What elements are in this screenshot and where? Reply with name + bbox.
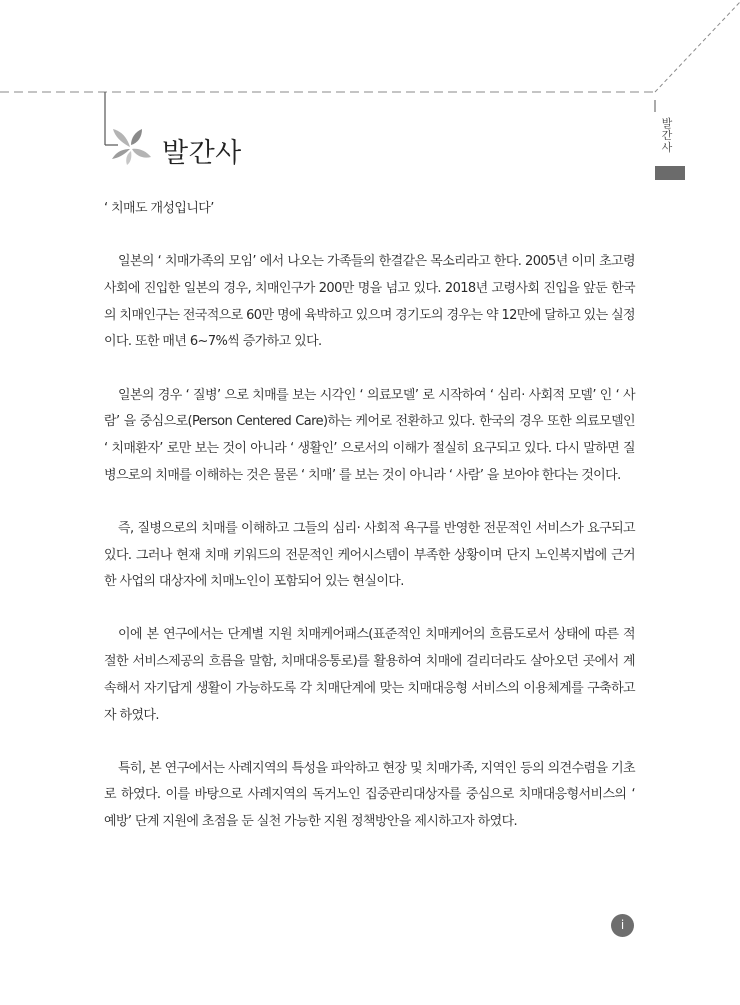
page-title: 발간사: [162, 138, 242, 169]
paragraph-3: 즉, 질병으로의 치매를 이해하고 그들의 심리· 사회적 욕구를 반영한 전문적인 서비스가 요구되고 있다. 그러나 현재 치매 키워드의 전문적인 케어시스템이 부족한 상황이며 단지 노인복지법에 근거한 사업의 대상자에 치매노인이 포함되어 있는 현실이다.: [104, 520, 635, 590]
paragraph-5: 특히, 본 연구에서는 사례지역의 특성을 파악하고 현장 및 치매가족, 지역인 등의 의견수렴을 기초로 하였다. 이를 바탕으로 사례지역의 독거노인 집중관리대상자를 중심으로 치매대응형서비스의 ‘ 예방’ 단계 지원에 초점을 둔 실천 가능한 지원 정책방안을 제시하고자 하였다.: [104, 760, 635, 830]
leaf-flower-icon: [109, 127, 155, 171]
foreword-body: [104, 196, 635, 836]
paragraph-1: 일본의 ‘ 치매가족의 모임’ 에서 나오는 가족들의 한결같은 목소리라고 한다. 2005년 이미 초고령사회에 진입한 일본의 경우, 치매인구가 200만 명을 넘고 있다. 2018년 고령사회 진입을 앞둔 한국의 치매인구는 전국적으로 60만 명에 육박하고 있으며 경기도의 경우는 약 12만에 달하고 있는 실정이다. 또한 매년 6~7%씩 증가하고 있다.: [104, 254, 636, 350]
side-tab-label: 발간사: [661, 117, 673, 154]
page-number-badge: i: [611, 914, 634, 937]
paragraph-4: 이에 본 연구에서는 단계별 지원 치매케어패스(표준적인 치매케어의 흐름도로서 상태에 따른 적절한 서비스제공의 흐름을 말함, 치매대응통로)를 활용하여 치매에 걸리더라도 살아오던 곳에서 계속해서 자기답게 생활이 가능하도록 각 치매단계에 맞는 치매대응형 서비스의 이용체계를 구축하고자 하였다.: [104, 627, 635, 723]
paragraph-2: 일본의 경우 ‘ 질병’ 으로 치매를 보는 시각인 ‘ 의료모델’ 로 시작하여 ‘ 심리· 사회적 모델’ 인 ‘ 사람’ 을 중심으로(Person Centered Care)하는 케어로 전환하고 있다. 한국의 경우 또한 의료모델인 ‘ 치매환자’ 로만 보는 것이 아니라 ‘ 생활인’ 으로서의 이해가 절실히 요구되고 있다. 다시 말하면 질병으로의 치매를 이해하는 것은 물론 ‘ 치매’ 를 보는 것이 아니라 ‘ 사람’ 을 보아야 한다는 것이다.: [104, 387, 635, 483]
side-tab-bar: [655, 166, 685, 180]
opening-quote: ‘ 치매도 개성입니다’: [104, 201, 214, 216]
